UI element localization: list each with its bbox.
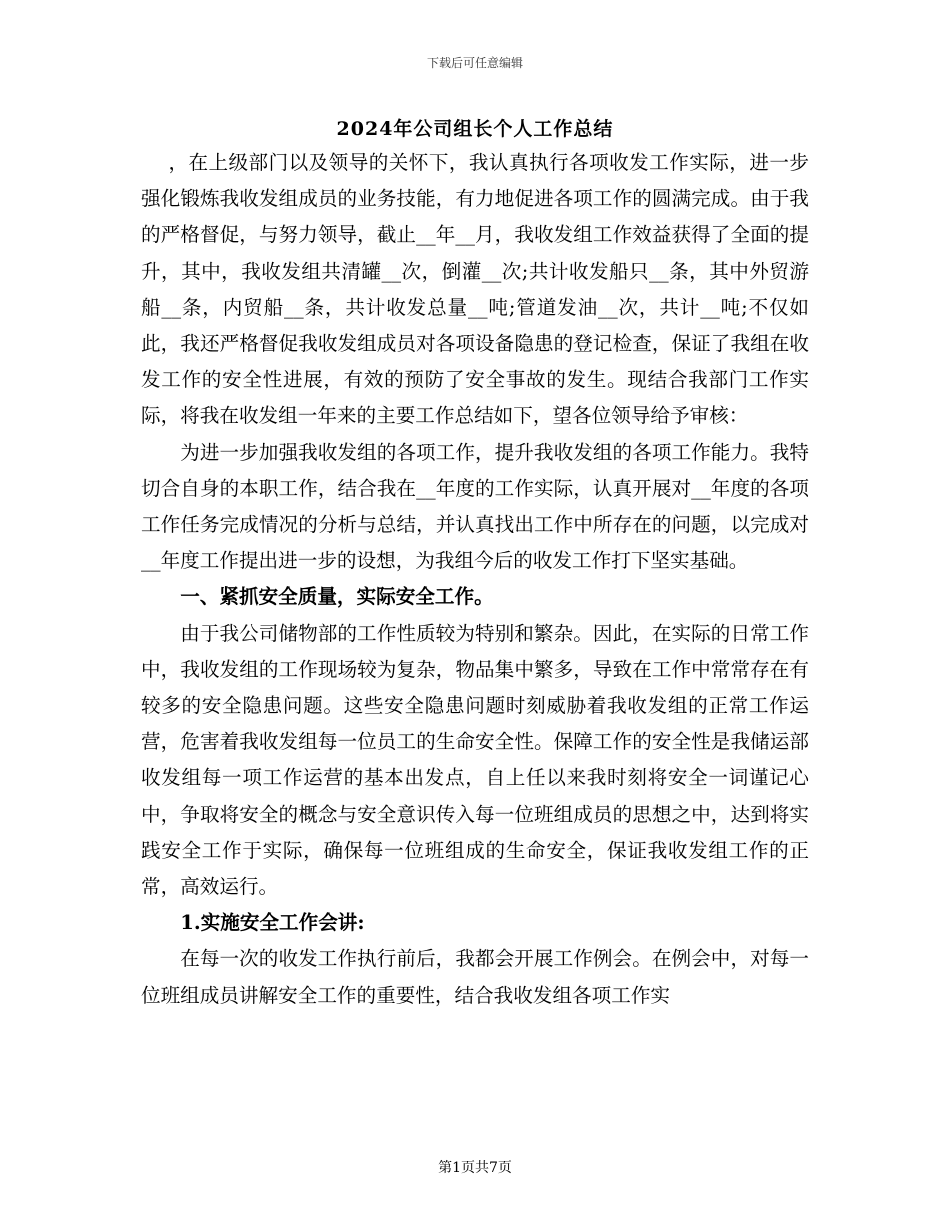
paragraph-intro: ，在上级部门以及领导的关怀下，我认真执行各项收发工作实际，进一步强化锻炼我收发组成员的业务技能，有力地促进各项工作的圆满完成。由于我的严格督促，与努力领导，截止__年__月，我收发组工作效益获得了全面的提升，其中，我收发组共清罐__次，倒灌__次;共计收发船只__条，其中外贸游船__条，内贸船__条，共计收发总量__吨;管道发油__次，共计__吨;不仅如此，我还严格督促我收发组成员对各项设备隐患的登记检查，保证了我组在收发工作的安全性进展，有效的预防了安全事故的发生。现结合我部门工作实际，将我在收发组一年来的主要工作总结如下，望各位领导给予审核：: [141, 151, 809, 428]
document-body: [141, 145, 809, 1014]
document-title: 2024年公司组长个人工作总结: [336, 118, 614, 140]
paragraph-safety: 由于我公司储物部的工作性质较为特别和繁杂。因此，在实际的日常工作中，我收发组的工作现场较为复杂，物品集中繁多，导致在工作中常常存在有较多的安全隐患问题。这些安全隐患问题时刻威胁着我收发组的正常工作运营，危害着我收发组每一位员工的生命安全性。保障工作的安全性是我储运部收发组每一项工作运营的基本出发点，自上任以来我时刻将安全一词谨记心中，争取将安全的概念与安全意识传入每一位班组成员的思想之中，达到将实践安全工作于实际，确保每一位班组成的生命安全，保证我收发组工作的正常，高效运行。: [141, 621, 809, 899]
section-heading-1: 一、紧抓安全质量，实际安全工作。: [180, 585, 494, 609]
paragraph-purpose: 为进一步加强我收发组的各项工作，提升我收发组的各项工作能力。我特切合自身的本职工作，结合我在__年度的工作实际，认真开展对__年度的各项工作任务完成情况的分析与总结，并认真找出工作中所存在的问题，以完成对__年度工作提出进一步的设想，为我组今后的收发工作打下坚实基础。: [141, 440, 809, 573]
subsection-heading-1-1: 1.实施安全工作会讲:: [180, 911, 365, 935]
paragraph-meeting: 在每一次的收发工作执行前后，我都会开展工作例会。在例会中，对每一位班组成员讲解安全工作的重要性，结合我收发组各项工作实: [141, 947, 809, 1007]
page-footer: 第1页共7页: [438, 1160, 512, 1176]
header-note: 下载后可任意编辑: [426, 56, 523, 70]
